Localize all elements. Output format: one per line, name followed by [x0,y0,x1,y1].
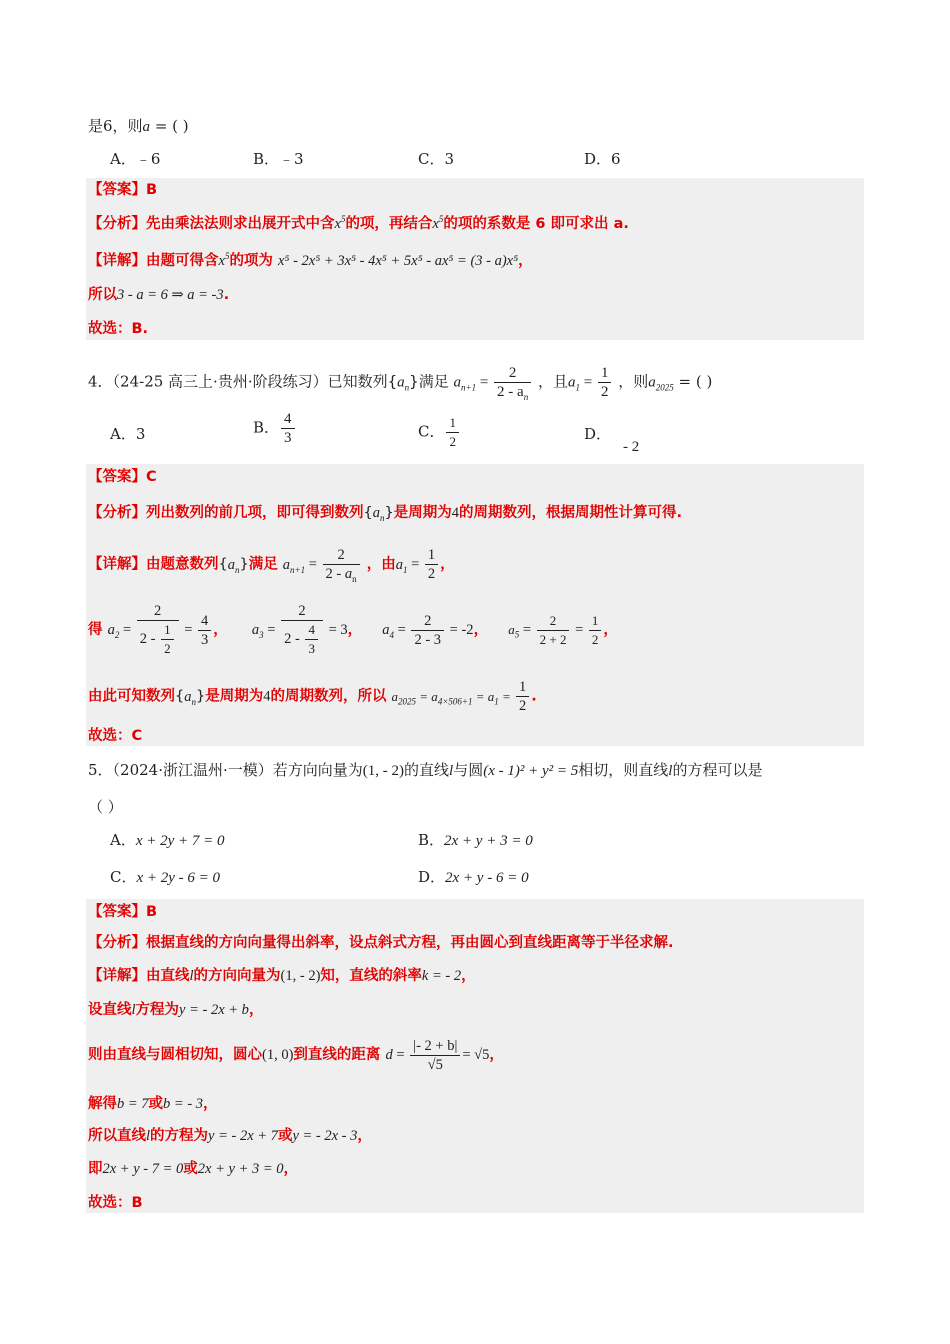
q3-option-a: A．﹣6 [110,150,161,168]
q5-stem: 5．（2024·浙江温州·一模）若方向向量为(1, - 2)的直线l与圆(x - 1)² + y² = 5相切，则直线l的方程可以是 [88,761,763,779]
q4-rec-frac: $\frac{2}{2 - a_n}$ [494,364,531,401]
q3-detail: 【详解】由题可得含$x^5$的项为 x⁵ - 2x⁵ + 3x⁵ - 4x⁵ + 5x⁵ - ax⁵ = (3 - a)x⁵， [88,251,533,269]
q3-so: 所以3 - a = 6 ⇒ a = -3. [88,287,230,303]
q3-answer: 【答案】B [88,182,158,198]
q3-option-d: D．6 [584,150,621,168]
q5-general-form: 即2x + y - 7 = 0或2x + y + 3 = 0， [88,1161,299,1177]
q5-equations: 所以直线l的方程为y = - 2x + 7或y = - 2x - 3， [88,1128,372,1144]
q5-option-c: C．x + 2y - 6 = 0 [110,868,221,886]
q3-detail-expr: x⁵ - 2x⁵ + 3x⁵ - 4x⁵ + 5x⁵ - ax⁵ = (3 - a)x⁵ [278,253,519,269]
q5-solve: 解得b = 7或b = - 3， [88,1096,218,1112]
q4-conclusion: 由此可知数列$\{a_n\}$是周期为4的周期数列，所以 $a_{2025} = a_{4\times 506+1} = a_1$ = $\frac{1}{2}$ . [88,679,537,714]
q4-terms: 得 $a_2$ = 2 2 - $\frac{1}{2}$ = $\frac{4}{3}$ ， $a_3$ = 2 2 - $\frac{4}{3}$ = 3， $a_4$ = $\frac{2}{2 - 3}$ = -2， $a_5$ = $\frac{2}{2 + 2}$ = $\frac{1}{2}$ ， [88,603,618,656]
q4-stem: 4．（24-25 高三上·贵州·阶段练习）已知数列$\{a_n\}$满足 $a_{n+1}$ = $\frac{2}{2 - a_n}$ ，且$a_1$ = $\frac{1}{2}$ ，则$a_{2025}$ = ( ) [88,365,713,402]
q4-option-a: A．3 [110,425,146,443]
q5-choose: 故选：B [88,1195,143,1211]
q5-answer: 【答案】B [88,904,158,920]
q4-a1-frac: $\frac{1}{2}$ [598,364,612,401]
q5-option-a: A．x + 2y + 7 = 0 [110,831,225,849]
q3-choose: 故选：B. [88,321,149,337]
q5-set-line: 设直线l方程为y = - 2x + b， [88,1002,264,1018]
q3-analysis: 【分析】先由乘法法则求出展开式中含$x^5$的项，再结合$x^5$的项的系数是 6 即可求出 a. [88,214,629,232]
q4-option-c: C． $\frac{1}{2}$ [418,414,461,451]
q4-analysis: 【分析】列出数列的前几项，即可得到数列$\{a_n\}$是周期为4的周期数列，根据周期性计算可得. [88,505,682,523]
q4-answer: 【答案】C [88,469,157,485]
q4-option-d: D．- 2 [584,425,640,455]
q5-option-b: B．2x + y + 3 = 0 [418,831,533,849]
q3-option-c: C．3 [418,150,455,168]
q5-detail: 【详解】由直线l的方向向量为(1, - 2)知，直线的斜率k = - 2， [88,968,476,984]
q4-detail: 【详解】由题意数列$\{a_n\}$满足 $a_{n+1}$ = $\frac{2}{2 - a_n}$ ，由$a_1$ = $\frac{1}{2}$ ， [88,547,455,584]
q5-paren: （ ） [88,798,123,816]
q4-option-b: B． $\frac{4}{3}$ [253,410,297,447]
q4-choose: 故选：C [88,728,143,744]
q3-stem-tail: 是6，则a = ( ) [88,117,189,135]
q5-option-d: D．2x + y - 6 = 0 [418,868,529,886]
q5-analysis: 【分析】根据直线的方向向量得出斜率，设点斜式方程，再由圆心到直线距离等于半径求解. [88,935,674,951]
q3-option-b: B．﹣3 [253,150,304,168]
q5-tangent: 则由直线与圆相切知，圆心(1, 0)到直线的距离 d = $\frac{|- 2 + b|}{√5}$ = √5， [88,1037,504,1073]
